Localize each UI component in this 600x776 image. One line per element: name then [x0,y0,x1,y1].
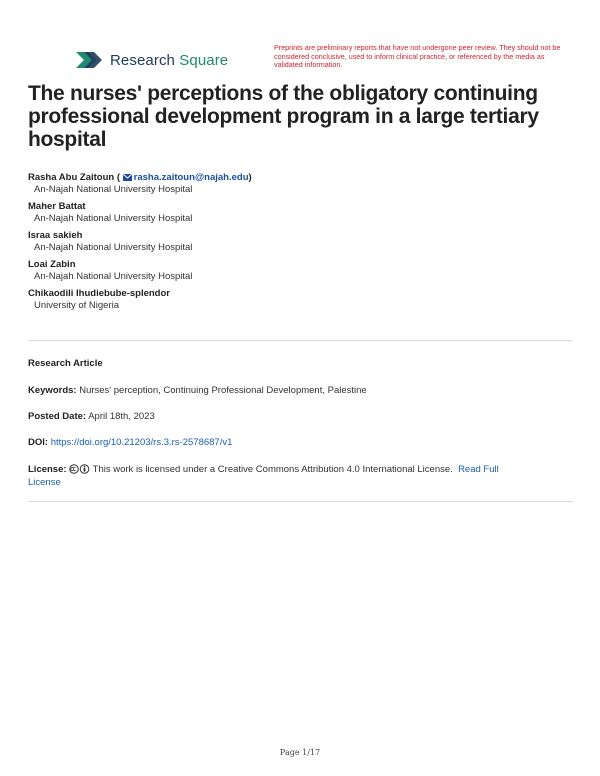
divider [28,501,573,502]
author-name: Loai Zabin [28,259,76,270]
logo-text: Research Square [110,51,229,69]
author-affiliation: An-Najah National University Hospital [34,184,193,195]
license [28,463,573,489]
author-affiliation: University of Nigeria [34,300,119,311]
posted-date-label: Posted Date: [28,411,87,422]
posted-date [28,410,573,423]
article-type: Research Article [28,358,103,369]
page-number: Page 1/17 [279,748,321,757]
read-full-license-link[interactable]: Read Full License [28,464,499,488]
posted-date-value: April 18th, 2023 [88,411,155,422]
license-label: License: [28,464,67,475]
license-text: This work is licensed under a Creative Commons Attribution 4.0 International License. [92,464,453,475]
author-list [28,171,573,316]
research-square-logo[interactable] [74,46,228,74]
doi-label: DOI: [28,437,49,448]
author-name: Chikaodili Ihudiebube-splendor [28,288,170,299]
doi [28,436,573,449]
research-square-logo-icon [74,49,104,71]
author-name: Israa sakieh [28,230,83,241]
author-name: Maher Battat [28,201,86,212]
keywords [28,384,573,397]
preprint-disclaimer: Preprints are preliminary reports that have not undergone peer review. They should not be considered conclusive, used to inform clinical practice, or referenced by the media as validated information. [274,43,561,70]
mail-icon [123,174,132,181]
author-name: Rasha Abu Zaitoun ( rasha.zaitoun@najah.edu) [28,172,252,183]
divider [28,340,573,341]
author-email-link[interactable]: rasha.zaitoun@najah.edu [120,172,248,183]
author-affiliation: An-Najah National University Hospital [34,271,193,282]
article-title: The nurses' perceptions of the obligatory continuing professional development program in a large tertiary hospital [28,82,539,151]
doi-link[interactable]: https://doi.org/10.21203/rs.3.rs-2578687/v1 [50,437,233,448]
keywords-label: Keywords: [28,385,77,396]
author-affiliation: An-Najah National University Hospital [34,213,193,224]
keywords-value: Nurses' perception, Continuing Professional Development, Palestine [79,385,367,396]
creative-commons-icon [69,464,90,474]
author-affiliation: An-Najah National University Hospital [34,242,193,253]
